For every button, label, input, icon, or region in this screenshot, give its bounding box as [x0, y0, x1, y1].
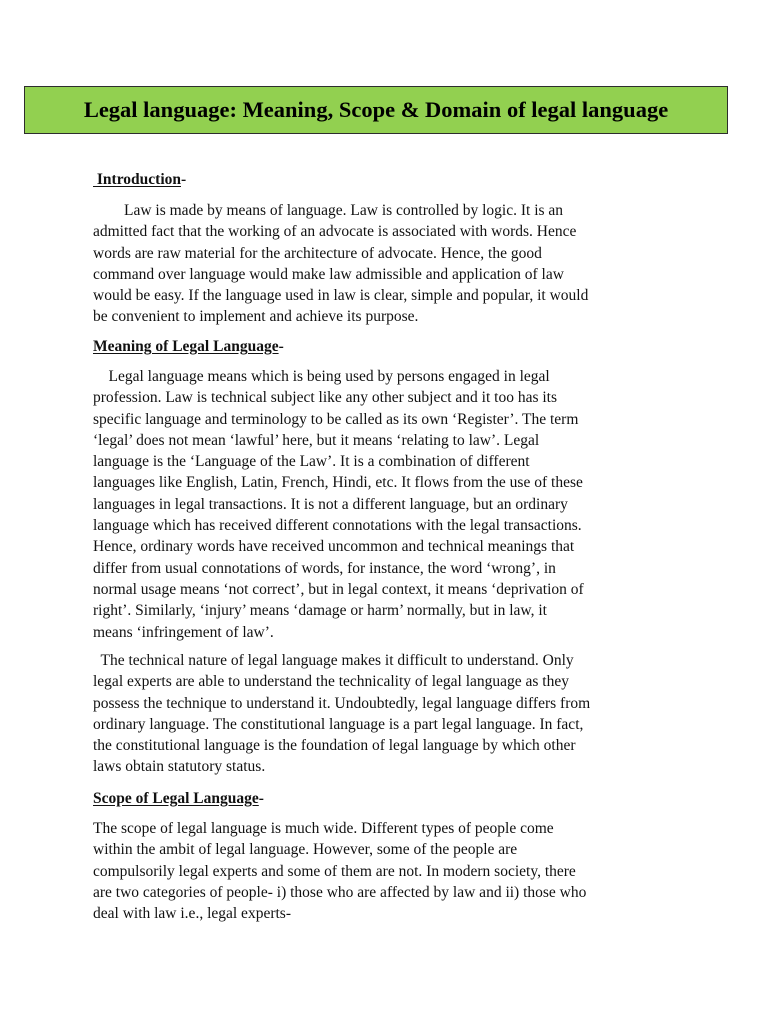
meaning-line-12: right’. Similarly, ‘injury’ means ‘damage or harm’ normally, but in law, it [93, 602, 547, 620]
intro-line-5: would be easy. If the language used in law is clear, simple and popular, it would [93, 287, 589, 305]
meaning-line-3: specific language and terminology to be called as its own ‘Register’. The term [93, 410, 579, 428]
document-title: Legal language: Meaning, Scope & Domain of legal language [83, 97, 669, 122]
scope-line-4: are two categories of people- i) those who are affected by law and ii) those who [93, 883, 587, 901]
meaning-line-7: languages in legal transactions. It is not a different language, but an ordinary [93, 495, 568, 513]
meaning2-line-3: possess the technique to understand it. Undoubtedly, legal language differs from [93, 694, 591, 712]
scope-heading [93, 788, 264, 809]
meaning-line-11: normal usage means ‘not correct’, but in legal context, it means ‘deprivation of [93, 580, 584, 598]
introduction-heading-dash: - [181, 171, 187, 188]
scope-line-2: within the ambit of legal language. However, some of the people are [93, 841, 518, 859]
meaning-paragraph-2 [93, 650, 590, 778]
meaning-line-4: ‘legal’ does not mean ‘lawful’ here, but it means ‘relating to law’. Legal [93, 431, 540, 449]
meaning2-line-5: the constitutional language is the foundation of legal language by which other [93, 737, 576, 755]
meaning-heading-dash: - [278, 338, 284, 355]
meaning-heading-text: Meaning of Legal Language [93, 338, 279, 355]
intro-line-6: be convenient to implement and achieve its purpose. [93, 308, 419, 326]
meaning2-line-1: The technical nature of legal language makes it difficult to understand. Only [93, 652, 574, 669]
meaning-line-13: means ‘infringement of law’. [93, 623, 274, 641]
intro-line-1: Law is made by means of language. Law is controlled by logic. It is an [93, 202, 564, 219]
scope-heading-text: Scope of Legal Language [93, 790, 259, 807]
intro-line-3: words are raw material for the architecture of advocate. Hence, the good [93, 244, 542, 262]
meaning-line-5: language is the ‘Language of the Law’. It is a combination of different [93, 453, 530, 471]
scope-line-5: deal with law i.e., legal experts- [93, 905, 291, 923]
title-box [24, 86, 728, 134]
meaning-line-9: Hence, ordinary words have received uncommon and technical meanings that [93, 538, 575, 556]
introduction-paragraph [93, 200, 588, 328]
meaning-line-8: language which has received different connotations with the legal transactions. [93, 517, 582, 535]
introduction-heading [93, 169, 186, 190]
scope-line-3: compulsorily legal experts and some of them are not. In modern society, there [93, 862, 576, 880]
introduction-heading-text: Introduction [93, 171, 181, 188]
meaning-heading [93, 336, 284, 357]
meaning-line-1: Legal language means which is being used by persons engaged in legal [93, 368, 550, 385]
meaning2-line-6: laws obtain statutory status. [93, 758, 266, 776]
intro-line-4: command over language would make law admissible and application of law [93, 265, 564, 283]
meaning-line-10: differ from usual connotations of words, for instance, the word ‘wrong’, in [93, 559, 556, 577]
meaning-line-6: languages like English, Latin, French, Hindi, etc. It flows from the use of these [93, 474, 583, 492]
scope-heading-dash: - [258, 790, 264, 807]
scope-paragraph [93, 818, 586, 924]
meaning2-line-2: legal experts are able to understand the technicality of legal language as they [93, 673, 569, 691]
intro-line-2: admitted fact that the working of an advocate is associated with words. Hence [93, 223, 577, 241]
scope-line-1: The scope of legal language is much wide. Different types of people come [93, 820, 554, 837]
meaning-line-2: profession. Law is technical subject like any other subject and it too has its [93, 389, 558, 407]
meaning2-line-4: ordinary language. The constitutional language is a part legal language. In fact, [93, 715, 584, 733]
meaning-paragraph-1 [93, 366, 584, 643]
